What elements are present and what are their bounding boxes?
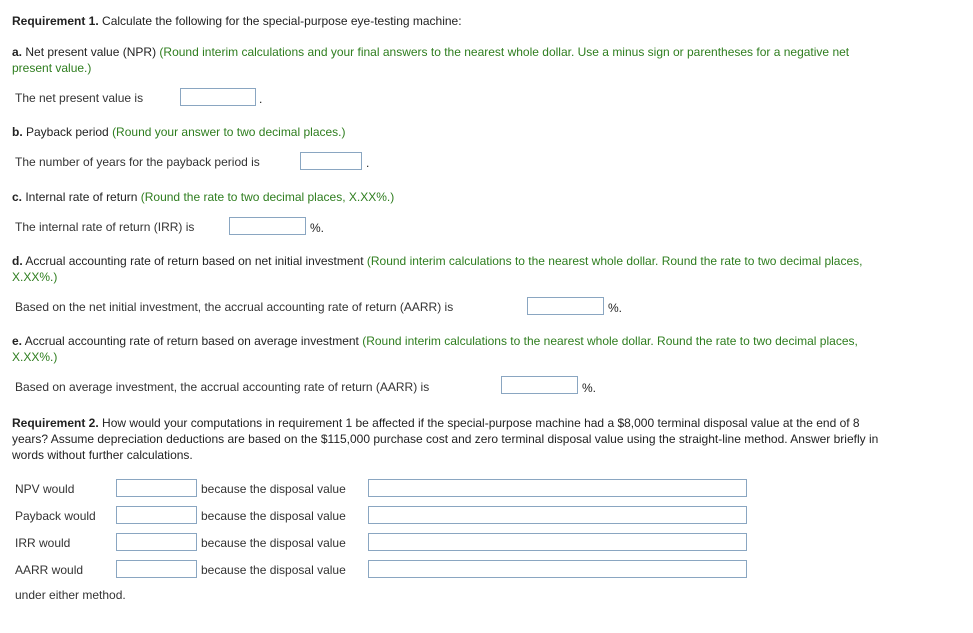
part-c-instructions xyxy=(12,189,394,205)
part-a-letter: a. xyxy=(12,45,23,59)
aarr-reason-input[interactable] xyxy=(368,560,747,578)
part-e-hint-line1: (Round interim calculations to the nearest whole dollar. Round the rate to two decimal places, xyxy=(362,334,858,348)
irr-reason-input[interactable] xyxy=(368,533,747,551)
part-e-hint-line2: X.XX%.) xyxy=(12,350,58,364)
part-d-instructions xyxy=(12,253,862,269)
part-b-title: Payback period xyxy=(22,125,113,139)
irr-would-label: IRR would xyxy=(15,536,71,550)
req2-line3: words without further calculations. xyxy=(12,448,193,462)
part-e-instructions xyxy=(12,333,858,349)
part-a-hint-line1: (Round interim calculations and your final answers to the nearest whole dollar. Use a minus sign or parentheses for a negative net xyxy=(159,45,850,59)
payback-reason-input[interactable] xyxy=(368,506,747,524)
payback-would-label: Payback would xyxy=(15,509,96,523)
payback-would-select[interactable] xyxy=(116,506,197,524)
req2-heading-bold: Requirement 2. xyxy=(12,416,99,430)
aarr-avg-percent: %. xyxy=(582,381,597,395)
req1-heading-text: Calculate the following for the special-purpose eye-testing machine: xyxy=(98,14,462,28)
npv-input[interactable] xyxy=(180,88,256,106)
aarr-net-input[interactable] xyxy=(527,297,604,315)
req1-heading-bold: Requirement 1. xyxy=(12,14,99,28)
part-a-title: Net present value (NPR) xyxy=(22,45,160,59)
irr-would-select[interactable] xyxy=(116,533,197,551)
npv-because-label: because the disposal value xyxy=(201,482,346,496)
part-d-letter: d. xyxy=(12,254,23,268)
part-c-letter: c. xyxy=(12,190,23,204)
part-c-title: Internal rate of return xyxy=(22,190,141,204)
part-b-letter: b. xyxy=(12,125,23,139)
npv-period: . xyxy=(259,92,263,106)
part-d-title: Accrual accounting rate of return based on net initial investment xyxy=(22,254,367,268)
part-a-instructions xyxy=(12,44,849,60)
part-e-title: Accrual accounting rate of return based on average investment xyxy=(22,334,363,348)
part-e-letter: e. xyxy=(12,334,23,348)
part-b-hint: (Round your answer to two decimal places.) xyxy=(112,125,346,139)
part-b-instructions xyxy=(12,124,346,140)
aarr-would-label: AARR would xyxy=(15,563,84,577)
payback-because-label: because the disposal value xyxy=(201,509,346,523)
footer-text: under either method. xyxy=(15,588,126,602)
irr-input[interactable] xyxy=(229,217,306,235)
aarr-net-percent: %. xyxy=(608,301,623,315)
req2-line2: years? Assume depreciation deductions are based on the $115,000 purchase cost and zero terminal disposal value using the straight-line method. Answer briefly in xyxy=(12,432,879,446)
aarr-net-prompt: Based on the net initial investment, the accrual accounting rate of return (AARR) is xyxy=(15,300,454,314)
npv-reason-input[interactable] xyxy=(368,479,747,497)
req2-text-line1: How would your computations in requirement 1 be affected if the special-purpose machine had a $8,000 terminal disposal value at the end of 8 xyxy=(98,416,860,430)
aarr-avg-input[interactable] xyxy=(501,376,578,394)
part-c-hint: (Round the rate to two decimal places, X.XX%.) xyxy=(140,190,395,204)
part-d-hint-line1: (Round interim calculations to the nearest whole dollar. Round the rate to two decimal places, xyxy=(366,254,863,268)
npv-would-select[interactable] xyxy=(116,479,197,497)
payback-prompt: The number of years for the payback period is xyxy=(15,155,260,169)
npv-prompt: The net present value is xyxy=(15,91,144,105)
part-a-hint-line2: present value.) xyxy=(12,61,92,75)
part-d-hint-line2: X.XX%.) xyxy=(12,270,58,284)
req2-line1 xyxy=(12,415,860,431)
aarr-would-select[interactable] xyxy=(116,560,197,578)
irr-because-label: because the disposal value xyxy=(201,536,346,550)
aarr-avg-prompt: Based on average investment, the accrual accounting rate of return (AARR) is xyxy=(15,380,430,394)
npv-would-label: NPV would xyxy=(15,482,75,496)
req1-heading xyxy=(12,13,462,29)
payback-input[interactable] xyxy=(300,152,362,170)
payback-period: . xyxy=(366,156,370,170)
irr-prompt: The internal rate of return (IRR) is xyxy=(15,220,195,234)
aarr-because-label: because the disposal value xyxy=(201,563,346,577)
irr-percent: %. xyxy=(310,221,325,235)
